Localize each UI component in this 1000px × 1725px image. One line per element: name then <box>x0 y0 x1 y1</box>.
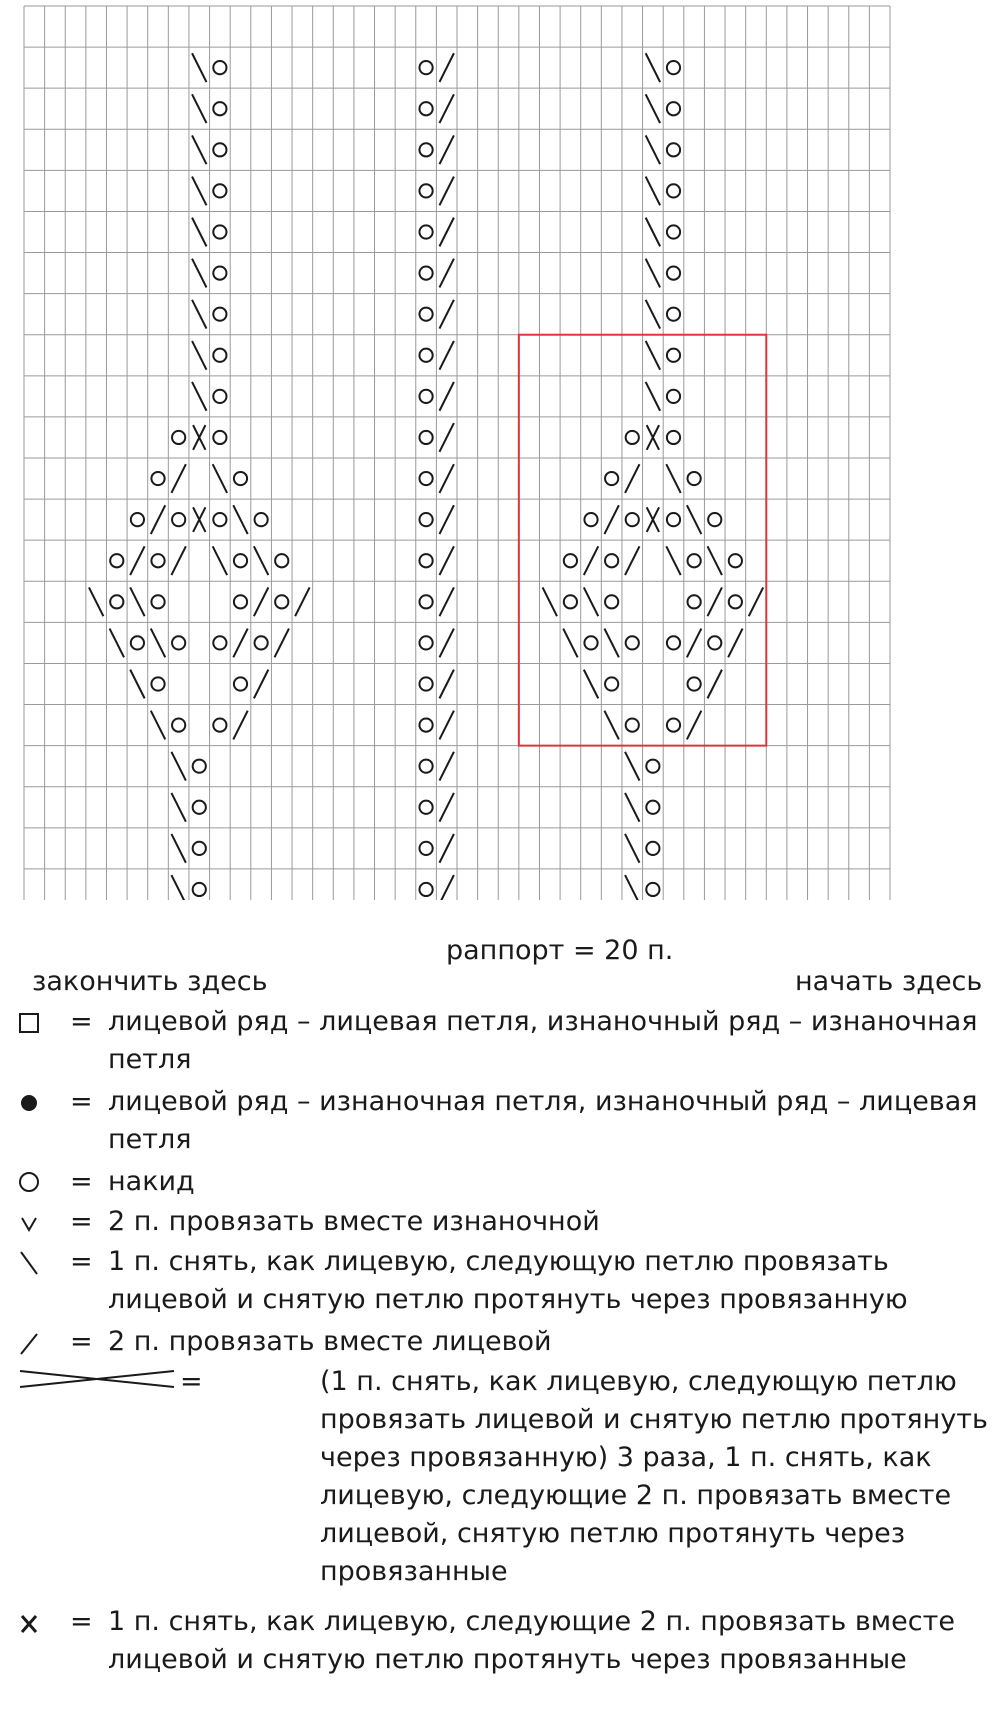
yarn-over-symbol <box>667 513 680 526</box>
yarn-over-symbol <box>667 143 680 156</box>
skpo-symbol <box>213 546 227 575</box>
yarn-over-symbol <box>131 636 144 649</box>
k2tog-symbol <box>439 629 453 658</box>
skpo-symbol <box>584 670 598 699</box>
yarn-over-symbol <box>172 718 185 731</box>
yarn-over-symbol <box>213 636 226 649</box>
v-symbol-icon <box>18 1206 40 1238</box>
skpo-symbol <box>171 834 185 863</box>
skpo-symbol <box>708 546 722 575</box>
yarn-over-symbol <box>419 677 432 690</box>
yarn-over-symbol <box>419 266 432 279</box>
yarn-over-symbol <box>213 266 226 279</box>
legend-eq: = <box>70 1086 93 1117</box>
k2tog-symbol <box>275 629 289 658</box>
yarn-over-symbol <box>419 801 432 814</box>
yarn-over-symbol <box>234 554 247 567</box>
yarn-over-symbol <box>564 595 577 608</box>
skpo-symbol <box>192 259 206 288</box>
chart-grid <box>24 6 890 900</box>
end-here-label: закончить здесь <box>32 966 268 997</box>
yarn-over-symbol <box>419 595 432 608</box>
yarn-over-symbol <box>213 184 226 197</box>
skpo-symbol <box>646 341 660 370</box>
slash-symbol-icon <box>18 1326 40 1358</box>
yarn-over-symbol <box>708 513 721 526</box>
yarn-over-symbol <box>646 842 659 855</box>
skpo-symbol <box>604 629 618 658</box>
skpo-symbol <box>625 793 639 822</box>
k2tog-symbol <box>749 587 763 616</box>
yarn-over-symbol <box>667 308 680 321</box>
k2tog-symbol <box>439 300 453 329</box>
skpo-symbol <box>171 752 185 781</box>
k2tog-symbol <box>295 587 309 616</box>
yarn-over-symbol <box>213 225 226 238</box>
skpo-symbol <box>646 94 660 123</box>
yarn-over-symbol <box>646 760 659 773</box>
k2tog-symbol <box>171 546 185 575</box>
yarn-over-symbol <box>688 554 701 567</box>
skpo-symbol <box>151 629 165 658</box>
yarn-over-symbol <box>234 595 247 608</box>
k2tog-symbol <box>439 670 453 699</box>
k2tog-symbol <box>439 875 453 900</box>
dot-symbol-icon <box>18 1086 40 1118</box>
yarn-over-symbol <box>419 636 432 649</box>
k2tog-symbol <box>439 135 453 164</box>
yarn-over-symbol <box>419 513 432 526</box>
yarn-over-symbol <box>605 595 618 608</box>
yarn-over-symbol <box>419 184 432 197</box>
skpo-symbol <box>171 793 185 822</box>
k2tog-symbol <box>439 752 453 781</box>
legend-text-cross-lines: (1 п. снять, как лицевую, следующую петлю провязать лицевой и снятую петлю протянуть через провязанную) 3 раза, 1 п. снять, как лицевую, следующие 2 п. провязать вместе лицевой, снятую петлю протянуть через провязанные <box>320 1366 988 1587</box>
sk2po-symbol <box>647 507 659 532</box>
yarn-over-symbol <box>213 513 226 526</box>
skpo-symbol <box>625 834 639 863</box>
yarn-over-symbol <box>151 472 164 485</box>
cross-lines-symbol-icon <box>18 1365 176 1395</box>
k2tog-symbol <box>233 629 247 658</box>
yarn-over-symbol <box>667 266 680 279</box>
k2tog-symbol <box>687 711 701 740</box>
yarn-over-symbol <box>419 61 432 74</box>
yarn-over-symbol <box>213 718 226 731</box>
yarn-over-symbol <box>605 472 618 485</box>
repeat-label: раппорт = 20 п. <box>446 935 674 966</box>
yarn-over-symbol <box>729 595 742 608</box>
k2tog-symbol <box>439 53 453 82</box>
yarn-over-symbol <box>110 554 123 567</box>
skpo-symbol <box>625 875 639 900</box>
skpo-symbol <box>192 135 206 164</box>
k2tog-symbol <box>625 464 639 493</box>
skpo-symbol <box>110 629 124 658</box>
skpo-symbol <box>666 464 680 493</box>
yarn-over-symbol <box>213 143 226 156</box>
yarn-over-symbol <box>255 636 268 649</box>
yarn-over-symbol <box>626 636 639 649</box>
yarn-over-symbol <box>213 349 226 362</box>
legend-text-square: лицевой ряд – лицевая петля, изнаночный ряд – изнаночная петля <box>108 1006 978 1075</box>
skpo-symbol <box>192 218 206 247</box>
k2tog-symbol <box>151 505 165 534</box>
yarn-over-symbol <box>584 513 597 526</box>
k2tog-symbol <box>439 505 453 534</box>
k2tog-symbol <box>439 793 453 822</box>
k2tog-symbol <box>439 259 453 288</box>
skpo-symbol <box>192 300 206 329</box>
yarn-over-symbol <box>234 677 247 690</box>
yarn-over-symbol <box>193 842 206 855</box>
yarn-over-symbol <box>646 801 659 814</box>
legend-eq: = <box>70 1206 93 1237</box>
k2tog-symbol <box>439 218 453 247</box>
k2tog-symbol <box>439 423 453 452</box>
legend-eq: = <box>70 1246 93 1277</box>
legend-text-x: 1 п. снять, как лицевую, следующие 2 п. провязать вместе лицевой и снятую петлю протянуть через провязанные <box>108 1606 955 1675</box>
yarn-over-symbol <box>193 760 206 773</box>
yarn-over-symbol <box>193 801 206 814</box>
yarn-over-symbol <box>626 431 639 444</box>
yarn-over-symbol <box>667 636 680 649</box>
skpo-symbol <box>646 177 660 206</box>
k2tog-symbol <box>625 546 639 575</box>
yarn-over-symbol <box>172 636 185 649</box>
yarn-over-symbol <box>275 554 288 567</box>
legend-eq: = <box>70 1006 93 1037</box>
k2tog-symbol <box>439 464 453 493</box>
yarn-over-symbol <box>419 472 432 485</box>
yarn-over-symbol <box>213 61 226 74</box>
k2tog-symbol <box>687 629 701 658</box>
k2tog-symbol <box>171 464 185 493</box>
yarn-over-symbol <box>110 595 123 608</box>
skpo-symbol <box>604 711 618 740</box>
yarn-over-symbol <box>419 349 432 362</box>
skpo-symbol <box>192 382 206 411</box>
yarn-over-symbol <box>419 554 432 567</box>
k2tog-symbol <box>439 341 453 370</box>
yarn-over-symbol <box>213 390 226 403</box>
yarn-over-symbol <box>172 431 185 444</box>
skpo-symbol <box>89 587 103 616</box>
k2tog-symbol <box>439 94 453 123</box>
skpo-symbol <box>646 259 660 288</box>
yarn-over-symbol <box>151 677 164 690</box>
skpo-symbol <box>254 546 268 575</box>
k2tog-symbol <box>254 670 268 699</box>
yarn-over-symbol <box>275 595 288 608</box>
backslash-symbol-icon <box>18 1246 40 1278</box>
skpo-symbol <box>130 670 144 699</box>
k2tog-symbol <box>439 382 453 411</box>
legend-text-slash: 2 п. провязать вместе лицевой <box>108 1326 552 1357</box>
square-symbol-icon <box>18 1006 40 1038</box>
yarn-over-symbol <box>688 677 701 690</box>
yarn-over-symbol <box>646 883 659 896</box>
x-symbol-icon <box>18 1606 40 1638</box>
yarn-over-symbol <box>688 472 701 485</box>
start-here-label: начать здесь <box>795 966 983 997</box>
yarn-over-symbol <box>708 636 721 649</box>
yarn-over-symbol <box>605 554 618 567</box>
yarn-over-symbol <box>667 349 680 362</box>
yarn-over-symbol <box>419 760 432 773</box>
k2tog-symbol <box>604 505 618 534</box>
k2tog-symbol <box>708 587 722 616</box>
k2tog-symbol <box>439 587 453 616</box>
legend-eq: = <box>70 1166 93 1197</box>
legend-text-dot: лицевой ряд – изнаночная петля, изнаночный ряд – лицевая петля <box>108 1086 978 1155</box>
legend-eq: = <box>70 1606 93 1637</box>
yarn-over-symbol <box>131 513 144 526</box>
yarn-over-symbol <box>419 390 432 403</box>
yarn-over-symbol <box>193 883 206 896</box>
yarn-over-symbol <box>151 595 164 608</box>
yarn-over-symbol <box>667 390 680 403</box>
k2tog-symbol <box>708 670 722 699</box>
skpo-symbol <box>584 587 598 616</box>
legend-eq: = <box>70 1326 93 1357</box>
yarn-over-symbol <box>667 184 680 197</box>
yarn-over-symbol <box>419 225 432 238</box>
yarn-over-symbol <box>729 554 742 567</box>
yarn-over-symbol <box>419 883 432 896</box>
skpo-symbol <box>151 711 165 740</box>
yarn-over-symbol <box>151 554 164 567</box>
yarn-over-symbol <box>667 431 680 444</box>
skpo-symbol <box>646 300 660 329</box>
sk2po-symbol <box>193 425 205 450</box>
skpo-symbol <box>171 875 185 900</box>
k2tog-symbol <box>254 587 268 616</box>
sk2po-symbol <box>193 507 205 532</box>
yarn-over-symbol <box>213 308 226 321</box>
k2tog-symbol <box>439 834 453 863</box>
yarn-over-symbol <box>667 718 680 731</box>
k2tog-symbol <box>584 546 598 575</box>
yarn-over-symbol <box>172 513 185 526</box>
yarn-over-symbol <box>419 431 432 444</box>
skpo-symbol <box>543 587 557 616</box>
skpo-symbol <box>192 94 206 123</box>
yarn-over-symbol <box>667 61 680 74</box>
skpo-symbol <box>233 505 247 534</box>
circle-symbol-icon <box>18 1166 40 1198</box>
yarn-over-symbol <box>213 431 226 444</box>
yarn-over-symbol <box>419 308 432 321</box>
legend-text-circle: накид <box>108 1166 195 1197</box>
yarn-over-symbol <box>564 554 577 567</box>
yarn-over-symbol <box>667 102 680 115</box>
yarn-over-symbol <box>234 472 247 485</box>
yarn-over-symbol <box>626 718 639 731</box>
skpo-symbol <box>687 505 701 534</box>
yarn-over-symbol <box>667 225 680 238</box>
yarn-over-symbol <box>213 102 226 115</box>
legend-text-backslash: 1 п. снять, как лицевую, следующую петлю провязать лицевой и снятую петлю протянуть через провязанную <box>108 1246 908 1315</box>
skpo-symbol <box>192 53 206 82</box>
skpo-symbol <box>646 53 660 82</box>
yarn-over-symbol <box>626 513 639 526</box>
yarn-over-symbol <box>419 842 432 855</box>
yarn-over-symbol <box>255 513 268 526</box>
skpo-symbol <box>192 341 206 370</box>
yarn-over-symbol <box>419 143 432 156</box>
k2tog-symbol <box>728 629 742 658</box>
chart-symbols <box>89 53 763 900</box>
skpo-symbol <box>130 587 144 616</box>
skpo-symbol <box>563 629 577 658</box>
yarn-over-symbol <box>605 677 618 690</box>
yarn-over-symbol <box>688 595 701 608</box>
skpo-symbol <box>646 135 660 164</box>
skpo-symbol <box>213 464 227 493</box>
k2tog-symbol <box>439 546 453 575</box>
yarn-over-symbol <box>419 102 432 115</box>
skpo-symbol <box>625 752 639 781</box>
k2tog-symbol <box>439 177 453 206</box>
k2tog-symbol <box>233 711 247 740</box>
skpo-symbol <box>666 546 680 575</box>
skpo-symbol <box>646 218 660 247</box>
legend-text-v: 2 п. провязать вместе изнаночной <box>108 1206 600 1237</box>
legend-eq: = <box>180 1366 203 1397</box>
yarn-over-symbol <box>584 636 597 649</box>
k2tog-symbol <box>130 546 144 575</box>
skpo-symbol <box>192 177 206 206</box>
k2tog-symbol <box>439 711 453 740</box>
skpo-symbol <box>646 382 660 411</box>
yarn-over-symbol <box>419 718 432 731</box>
sk2po-symbol <box>647 425 659 450</box>
